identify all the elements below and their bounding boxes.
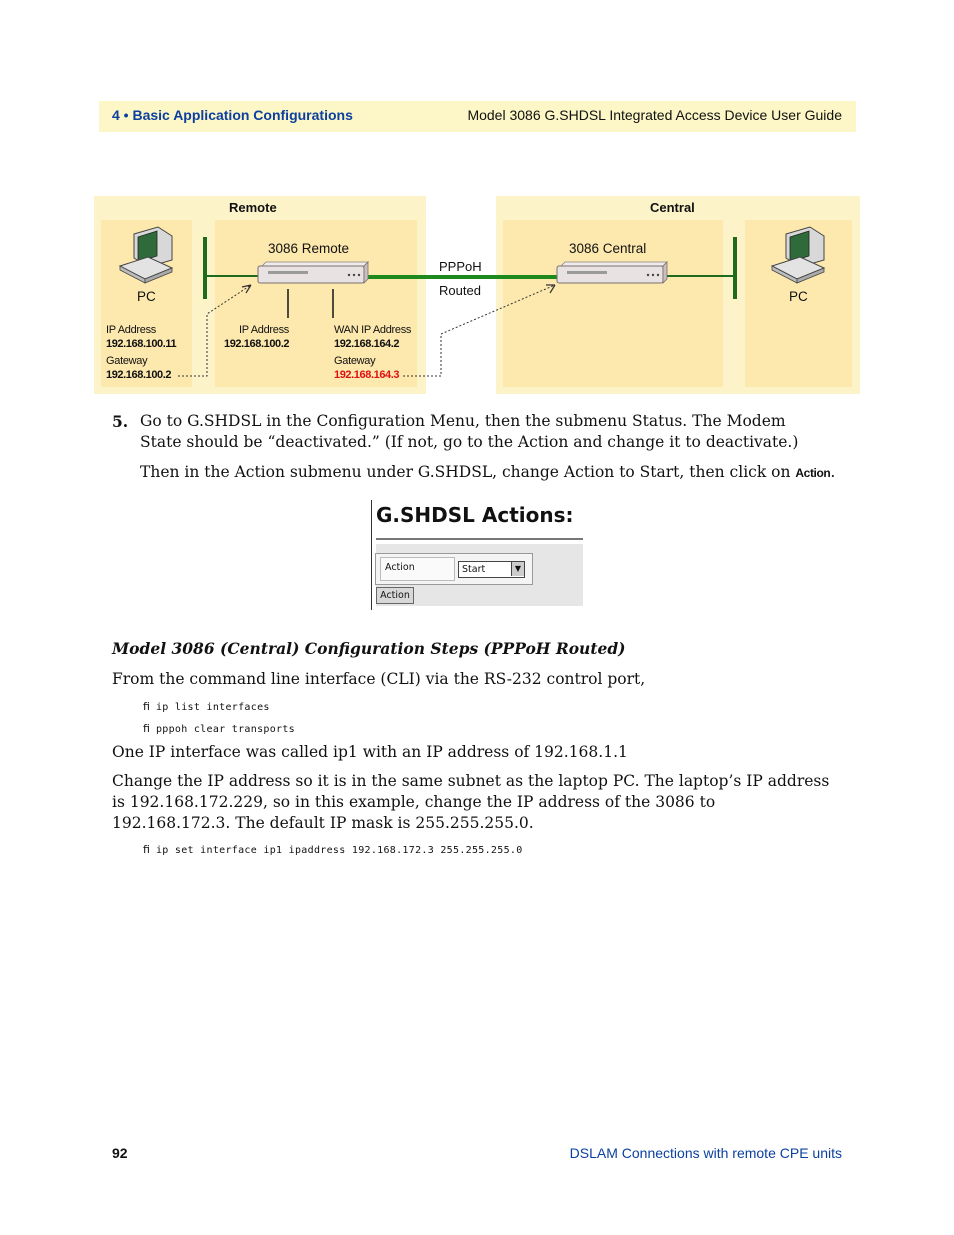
central-device [557, 262, 667, 283]
bullet-icon: ﬁ [143, 843, 150, 856]
remote-gateway-arrow [403, 285, 555, 376]
command-text: ip list interfaces [155, 702, 270, 713]
guide-title: Model 3086 G.SHDSL Integrated Access Device User Guide [467, 107, 842, 123]
routed-label: Routed [439, 283, 481, 298]
remote-ip-caption: IP Address [239, 324, 289, 336]
change-text: Change the IP address so it is in the same subnet as the laptop PC. The laptop’s IP address is 192.168.172.229, so in this example, change the IP address of the 3086 to 192.168.172.3. The default IP mask is 255.255.255.0. [112, 772, 830, 832]
select-arrow-icon[interactable]: ▼ [511, 562, 524, 576]
pc-gateway-arrowhead [242, 285, 251, 293]
footer-section-title: DSLAM Connections with remote CPE units [569, 1145, 842, 1161]
pc-right-label: PC [789, 289, 808, 304]
section-heading: Model 3086 (Central) Configuration Steps (PPPoH Routed) [112, 639, 626, 658]
step-followup-text: Then in the Action submenu under G.SHDSL, change Action to Start, then click on [140, 463, 796, 481]
central-label: Central [650, 200, 695, 215]
pc-ip-caption: IP Address [106, 324, 156, 336]
pc-left-icon [120, 227, 172, 283]
pc-gateway-caption: Gateway [106, 355, 148, 367]
remote-label: Remote [229, 200, 277, 215]
remote-wan-value: 192.168.164.2 [334, 338, 400, 350]
remote-gateway-caption: Gateway [334, 355, 376, 367]
step-followup [140, 462, 840, 484]
screenshot-title: G.SHDSL Actions: [376, 503, 574, 527]
command-text: ip set interface ip1 ipaddress 192.168.172.3 255.255.255.0 [155, 845, 523, 856]
step-number: 5. [112, 412, 129, 431]
command-text: pppoh clear transports [155, 724, 295, 735]
step-text: Go to G.SHDSL in the Configuration Menu, then the submenu Status. The Modem State should be “deactivated.” (If not, go to the Action and change it to deactivate.) [140, 412, 799, 451]
pc-left-label: PC [137, 289, 156, 304]
action-field-label: Action [380, 557, 455, 581]
pppoh-label: PPPoH [439, 259, 482, 274]
action-keyword: Action [795, 466, 831, 480]
page-number: 92 [112, 1145, 128, 1161]
result-text: One IP interface was called ip1 with an IP address of 192.168.1.1 [112, 743, 628, 761]
pc-gateway-value: 192.168.100.2 [106, 369, 172, 381]
action-button[interactable]: Action [376, 587, 414, 604]
remote-ip-value: 192.168.100.2 [224, 338, 290, 350]
title-rule [376, 538, 583, 540]
screenshot-edge [371, 500, 372, 610]
remote-device [258, 262, 368, 283]
pc-right-icon [772, 227, 824, 283]
chapter-title: 4 • Basic Application Configurations [112, 107, 353, 123]
action-select[interactable]: Start [458, 561, 525, 578]
remote-wan-caption: WAN IP Address [334, 324, 412, 336]
bullet-icon: ﬁ [143, 700, 150, 713]
section-intro: From the command line interface (CLI) via the RS-232 control port, [112, 670, 646, 688]
remote-device-label: 3086 Remote [268, 241, 350, 256]
command-line [143, 700, 270, 713]
remote-gateway-arrowhead [546, 285, 555, 293]
remote-gateway-value: 192.168.164.3 [334, 369, 400, 381]
step-followup-end: . [830, 463, 836, 481]
pc-ip-value: 192.168.100.11 [106, 338, 177, 350]
command-line [143, 722, 295, 735]
network-diagram [0, 0, 954, 400]
command-line [143, 843, 523, 856]
bullet-icon: ﬁ [143, 722, 150, 735]
central-device-label: 3086 Central [569, 241, 647, 256]
